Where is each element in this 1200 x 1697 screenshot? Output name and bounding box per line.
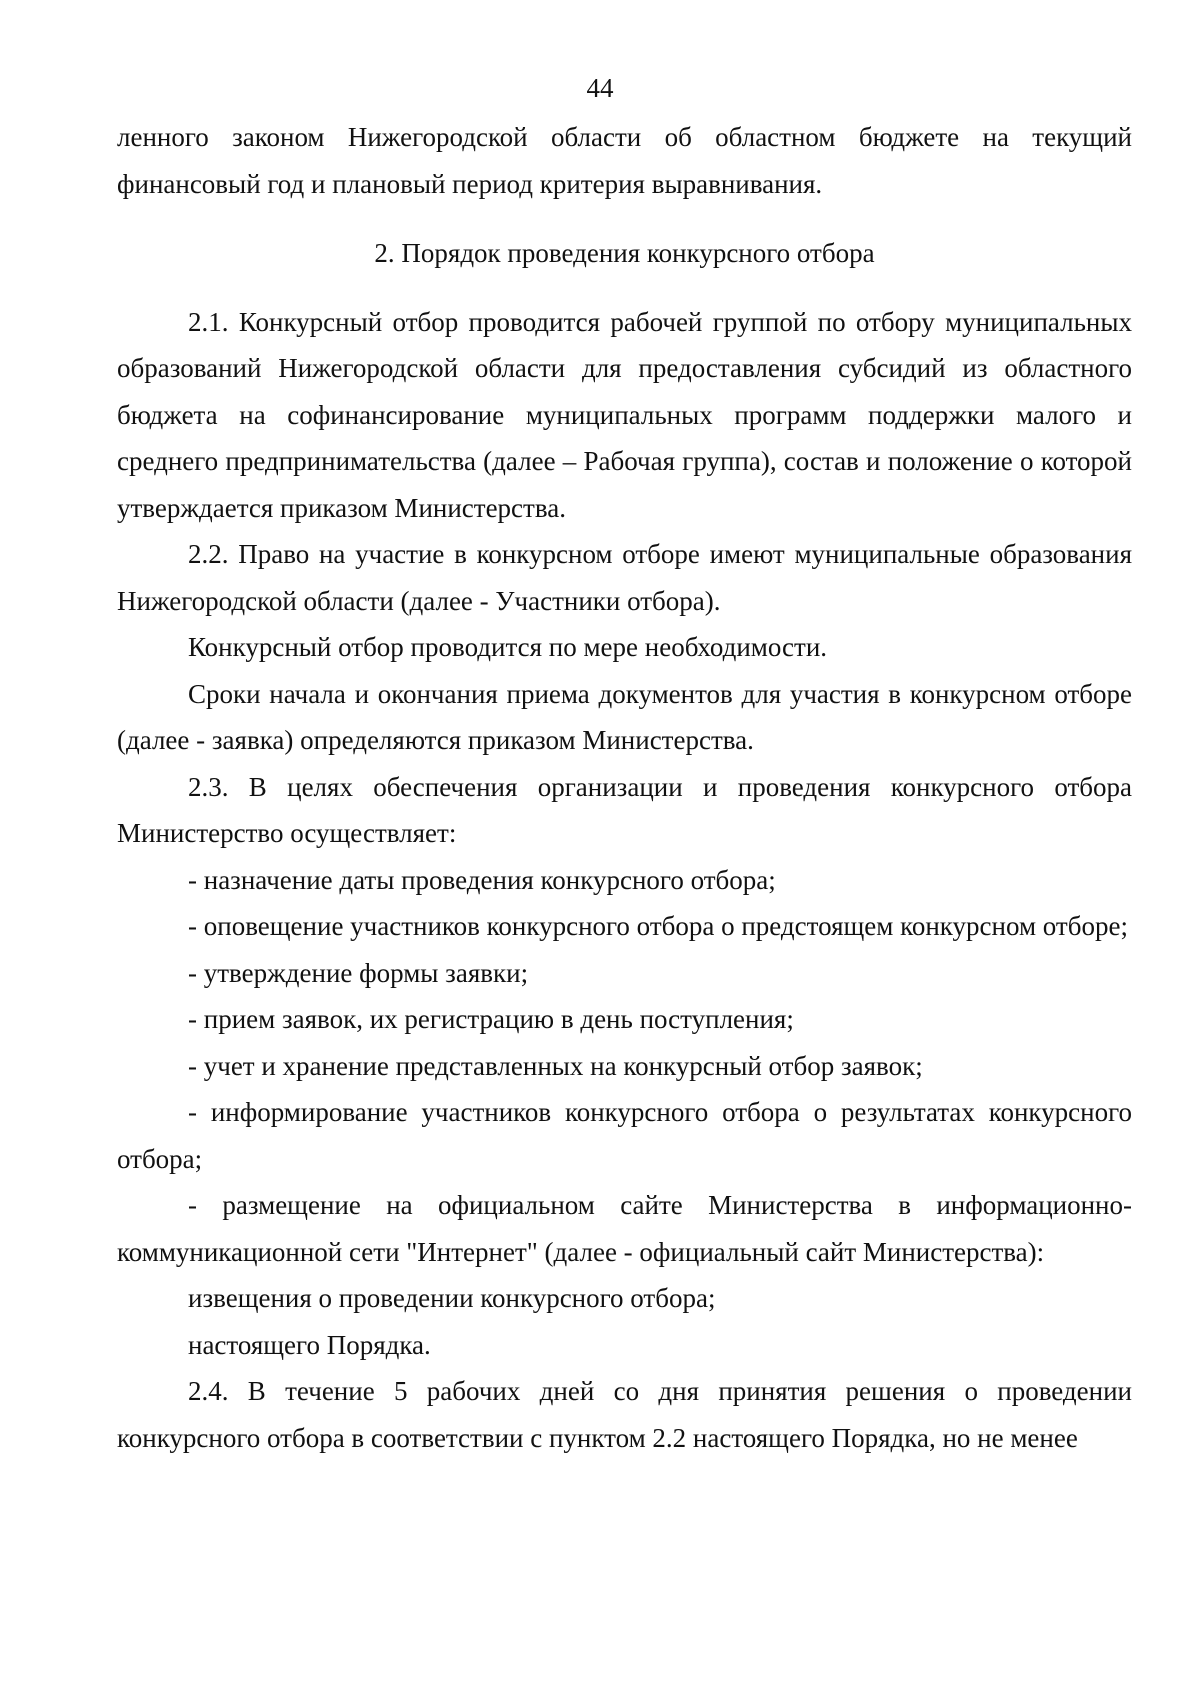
list-item-storage: - учет и хранение представленных на конкурсный отбор заявок;	[188, 1050, 923, 1081]
sub-item-notice: извещения о проведении конкурсного отбора;	[188, 1283, 716, 1313]
section-heading: 2. Порядок проведения конкурсного отбора	[374, 238, 875, 268]
sub-item-procedure: настоящего Порядка.	[188, 1329, 431, 1360]
list-item-date: - назначение даты проведения конкурсного отбора;	[188, 864, 776, 895]
paragraph-2-3: 2.3. В целях обеспечения организации и проведения конкурсного отбора Министерство осуществляет:	[117, 771, 1132, 848]
document-body	[117, 114, 1132, 1461]
list-item-reception: - прием заявок, их регистрацию в день поступления;	[188, 1004, 794, 1034]
list-item-form: - утверждение формы заявки;	[188, 957, 529, 988]
paragraph-2-4: 2.4. В течение 5 рабочих дней со дня принятия решения о проведении конкурсного отбора в соответствии с пунктом 2.2 настоящего Порядка, но не менее	[117, 1376, 1132, 1453]
page-number: 44	[586, 73, 614, 103]
paragraph-2-1: 2.1. Конкурсный отбор проводится рабочей группой по отбору муниципальных образований Нижегородской области для предоставления субсидий из областного бюджета на софинансирование муниципальных программ поддержки малого и среднего предпринимательства (далее – Рабочая группа), состав и положение о которой утверждается приказом Министерства.	[117, 306, 1132, 523]
paragraph-deadlines: Сроки начала и окончания приема документов для участия в конкурсном отборе (далее - заявка) определяются приказом Министерства.	[117, 678, 1132, 755]
paragraph-frequency: Конкурсный отбор проводится по мере необходимости.	[188, 632, 828, 662]
list-item-publication: - размещение на официальном сайте Министерства в информационно-коммуникационной сети "Интернет" (далее - официальный сайт Министерства):	[117, 1190, 1132, 1267]
paragraph-2-2: 2.2. Право на участие в конкурсном отборе имеют муниципальные образования Нижегородской области (далее - Участники отбора).	[117, 539, 1132, 616]
list-item-notification: - оповещение участников конкурсного отбора о предстоящем конкурсном отборе;	[188, 911, 1128, 941]
paragraph-continuation: ленного законом Нижегородской области об областном бюджете на текущий финансовый год и плановый период критерия выравнивания.	[117, 122, 1132, 199]
list-item-informing: - информирование участников конкурсного отбора о результатах конкурсного отбора;	[117, 1097, 1132, 1174]
